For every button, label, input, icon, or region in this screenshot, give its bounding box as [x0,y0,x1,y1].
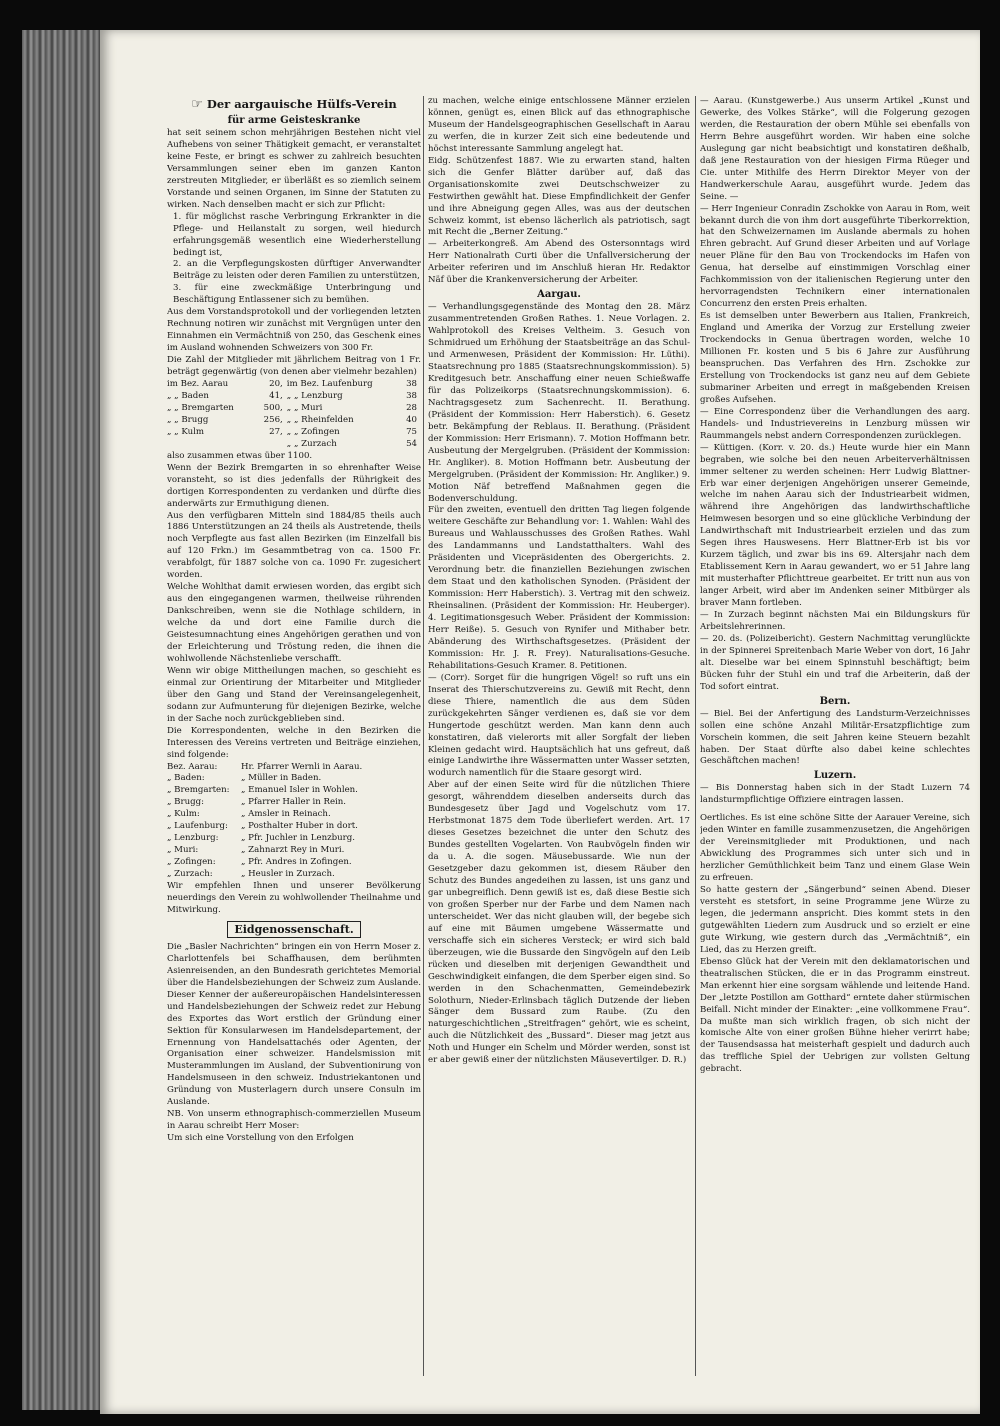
district: „ Kulm: [167,809,200,820]
paragraph: — Herr Ingenieur Conradin Zschokke von Aarau in Rom, weit bekannt durch die von ihm dort ausgeführte Tiberkorrektion, hat den Schweizernamen im Auslande abermals zu hohen Ehren gebracht. Auf Grund dieser Arbeiten und auf Vorlage neuer Pläne für den Bau von Trockendocks im Hafen von Genua, hat derselbe auf einstimmigen Vorschlag einer Fachkommission von der italienischen Regierung unter den hervorragendsten Technikern einer internationalen Concurrenz den ersten Preis erhalten. [700,203,970,310]
correspondent: „ Müller in Baden. [241,773,322,784]
paragraph: Welche Wohlthat damit erwiesen worden, das ergibt sich aus den eingegangenen warmen, theilweise rührenden Dankschreiben, wenn sie die Nothlage schildern, in welche da und dort eine Familie durch die Geistesumnachtung eines Angehörigen gerathen und von der Erleichterung und Tröstung reden, die ihnen die wohlwollende Nächstenliebe verschafft. [167,582,421,664]
article-title [167,97,421,112]
district: „ „ Bremgarten [167,402,234,413]
table-row [167,379,421,391]
count [256,439,287,451]
title-text: Der aargauische Hülfs-Verein [206,97,397,111]
paragraph: Ebenso Glück hat der Verein mit den deklamatorischen und theatralischen Stücken, die er in das Programm einstreut. Man erkennt hier eine sorgsam wählende und leitende Hand. Der „letzte Postillon am Gotthard“ erntete daher stürmischen Beifall. Nicht minder der Einakter: „eine vollkommene Frau“. Da mußte man sich wirklich fragen, ob sich nicht der komische Alte von einer großen Bühne hieher verirrt habe; der Tausendsassa hat meisterhaft gespielt und dadurch auch das treffliche Spiel der Uebrigen zur vollsten Geltung gebracht. [700,956,970,1075]
district: „ „ Lenzburg [286,390,343,401]
paragraph: also zusammen etwas über 1100. [167,450,313,461]
paragraph: — 20. ds. (Polizeibericht). Gestern Nachmittag verunglückte in der Spinnerei Spreitenbach Marie Weber von dort, 16 Jahr alt. Dieselbe war bei einem Spinnstuhl beschäftigt; beim Bücken fuhr der Stuhl ein und traf die Arbeiterin, daß der Tod sofort eintrat. [700,633,970,692]
paragraph: — Verhandlungsgegenstände des Montag den 28. März zusammentretenden Großen Rathes. 1. Neue Vorlagen. 2. Wahlprotokoll des Kreises Veltheim. 3. Gesuch von Schmidrued um Erhöhung der Staatsbeiträge an das Schul- und Armenwesen, Präsident der Kommission: Hr. Lüthi). Staatsrechnung pro 1885 (Staatsrechnungskommission). 5) Kreditgesuch betr. Anschaffung einer neuen Schießwaffe für das Polizeikorps (Staatsrechnungskommission). 6. Nachtragsgesetz zum Sachenrecht. II. Berathung. (Präsident der Kommission: Herr Haberstich). 6. Gesetz betr. Bekämpfung der Reblaus. II. Berathung. (Präsident der Kommission: Herr Erismann). 7. Motion Hoffmann betr. Ausbeutung der Mergelgruben. (Präsident der Kommission: Hr. Angliker). 8. Motion Hoffmann betr. Ausbeutung der Mergelgruben. (Präsident der Kommission: Hr. Angliker.) 9. Motion Näf betreffend Maßnahmen gegen die Bodenverschuldung. [428,302,690,504]
count: 500, [263,402,283,413]
paragraph: Wenn der Bezirk Bremgarten in so ehrenhafter Weise voransteht, so ist dies jedenfalls der Rührigkeit des dortigen Korrespondenten zu verdanken und dürfte dies anderwärts zur Ermuthigung dienen. [167,462,421,509]
district: „ Zofingen: [167,857,216,868]
count: 28 [406,402,417,413]
count: 41, [269,390,283,401]
paragraph: — (Corr). Sorget für die hungrigen Vögel! so ruft uns ein Inserat des Thierschutzvereins zu. Gewiß mit Recht, denn diese Thiere, namentlich die aus dem Süden zurückgekehrten Sänger verdienen es, daß sie vor dem Hungertode geschützt werden. Man kann denn auch konstatiren, daß vielerorts mit aller Sorgfalt der lieben Kleinen gedacht wird. Hauptsächlich hat uns gefreut, daß einige Landwirthe ihre Wässermatten unter Wasser setzten, wodurch namentlich für die Staare gesorgt wird. [428,672,690,779]
paragraph: — In Zurzach beginnt nächsten Mai ein Bildungskurs für Arbeitslehrerinnen. [700,609,970,632]
district: „ Bremgarten: [167,785,230,796]
district: „ „ Zurzach [286,438,337,449]
list-item [167,857,421,869]
count: 20, [269,379,283,390]
district: „ „ Kulm [167,426,205,437]
column-rule [695,96,696,1376]
paragraph: Aus dem Vorstandsprotokoll und der vorliegenden letzten Rechnung notiren wir zunächst mit Vergnügen unter den Einnahmen ein Vermächtniß von 250, das Geschenk eines im Ausland wohnenden Schweizers von 300 Fr. [167,307,421,354]
paragraph: — Biel. Bei der Anfertigung des Landsturm-Verzeichnisses sollen eine schöne Anzahl Militär-Ersatzpflichtige zum Vorschein kommen, die seit Jahren keine Steuern bezahlt haben. Der Staat dürfte also dabei keine schlechtes Geschäftchen machen! [700,708,970,767]
count: 27, [269,426,283,437]
paragraph: Aber auf der einen Seite wird für die nützlichen Thiere gesorgt, währenddem dieselben anderseits durch das Bundesgesetz über Jagd und Vogelschutz vom 17. Herbstmonat 1875 dem Tode überliefert werden. Art. 17 dieses Gesetzes bezeichnet die unter den Schutz des Bundes gestellten Vogelarten. Von Raubvögeln finden wir da u. A. die sogen. Mäusebussarde. Wie nun der Gesetzgeber dazu gekommen ist, diesem Räuber den Schutz des Bundes angedeihen zu lassen, ist uns ganz und gar unbegreiflich. Denn gewiß ist es, daß diese Bestie sich von großen Sperber nur der Farbe und dem Namen nach unterscheidet. Wer das nicht glauben will, der begebe sich auf eine mit Bäumen umgebene Wässermatte und verschaffe sich ein sicheres Versteck; er wird sich bald überzeugen, wie die Bussarde den Singvögeln auf den Leib rücken und dieselben mit derjenigen Gewandtheit und Geschwindigkeit einfangen, die dem Sperber eigen sind. So werden in den Schachenmatten, Gemeindebezirk Solothurn, Nieder-Erlinsbach täglich Dutzende der lieben Sänger dem Bussard zum Raube. (Zu den naturgeschichtlichen „Streitfragen“ gehört, wie es scheint, auch die Nützlichkeit des „Bussard“. Dieser mag jetzt aus Noth und Hunger ein Schelm und Mörder werden, sonst ist er aber gewiß einer der nützlichsten Mäusevertilger. D. R.) [428,780,690,1066]
district [167,439,256,451]
count: 54 [406,438,417,449]
list-item [167,845,421,857]
district: Bez. Aarau: [167,761,218,772]
section-heading: Bern. [819,695,851,707]
paragraph: zu machen, welche einige entschlossene Männer erzielen können, genügt es, einen Blick auf das ethnographische Museum der Handelsgeographischen Gesellschaft in Aarau zu werfen, die in kurzer Zeit sich eine bedeutende und höchst interessante Sammlung angelegt hat. [428,96,690,154]
article-subtitle: für arme Geisteskranke [227,115,361,126]
correspondent: „ Pfr. Juchler in Lenzburg. [241,833,356,844]
district: „ „ Zofingen [286,426,340,437]
correspondent: „ Amsler in Reinach. [241,809,331,820]
district: „ Laufenburg: [167,821,228,832]
table-row [167,427,421,439]
district: „ Zurzach: [167,869,213,880]
list-item [167,809,421,821]
paragraph: Wir empfehlen Ihnen und unserer Bevölkerung neuerdings den Verein zu wohlwollender Theilnahme und Mitwirkung. [167,881,421,915]
correspondent-list [167,762,421,882]
paragraph: — Aarau. (Kunstgewerbe.) Aus unserm Artikel „Kunst und Gewerke, des Volkes Stärke“, will die Folgerung gezogen werden, die Restauration der obern Mühle sei ebenfalls von Herrn Behre ausgeführt worden. Wir haben eine solche Auslegung gar nicht beabsichtigt und konstatiren deßhalb, daß jene Restauration von der hiesigen Firma Rüeger und Cie. unter Mithilfe des Herrn Direktor Meyer von der Handwerkerschule Aarau, ausgeführt wurde. Jedem das Seine. — [700,96,970,202]
paragraph: Die Zahl der Mitglieder mit jährlichem Beitrag von 1 Fr. beträgt gegenwärtig (von denen aber vielmehr bezahlen) [167,355,421,378]
count: 75 [406,426,417,437]
district: „ Muri: [167,845,199,856]
section-heading: Aargau. [537,289,581,301]
paragraph: Um sich eine Vorstellung von den Erfolgen [167,1133,354,1144]
list-item [167,821,421,833]
paragraph: NB. Von unserm ethnographisch-commerziellen Museum in Aarau schreibt Herr Moser: [167,1109,421,1132]
paragraph: Eidg. Schützenfest 1887. Wie zu erwarten stand, halten sich die Genfer Blätter darüber auf, daß das Organisationskomite zwei Deutschschweizer zu Festwirthen gewählt hat. Diese Empfindlichkeit der Genfer und ihre Abneigung gegen Alles, was aus der deutschen Schweiz kommt, ist ebenso lächerlich als patriotisch, sagt mit Recht die „Berner Zeitung.“ [428,155,690,238]
pointing-hand-icon: ☞ [191,97,203,112]
paragraph: Oertliches. Es ist eine schöne Sitte der Aarauer Vereine, sich jeden Winter en famille zusammenzusetzen, die Angehörigen der Vereinsmitglieder mit Produktionen, und nach Abwicklung des Programmes sich unter sich und in herzlicher Gemüthlichkeit beim Tanz und einem Glase Wein zu erfreuen. [700,813,970,884]
correspondent: „ Emanuel Isler in Wohlen. [241,785,358,796]
district: im Bez. Laufenburg [286,379,373,390]
correspondent: „ Pfr. Andres in Zofingen. [241,857,352,868]
column-rule [423,96,424,1376]
paragraph: — Küttigen. (Korr. v. 20. ds.) Heute wurde hier ein Mann begraben, wie solche bei den neuen Arbeiterverhältnissen immer seltener zu werden scheinen: Herr Ludwig Blattner-Erb war einer derjenigen Angehörigen unserer Gemeinde, welche im nahen Aarau sich der Industriearbeit widmen, während ihre Angehörigen das landwirthschaftliche Heimwesen besorgen und so eine glückliche Verbindung der Landwirthschaft mit Industriearbeit erzielen und das zum Segen ihres Hauswesens. Herr Blattner-Erb ist bis vor Kurzem täglich, und zwar bis ins 69. Altersjahr nach dem Etablissement Kern in Aarau gewandert, wo er 51 Jahre lang mit musterhafter Pflichttreue gearbeitet. Er tritt nun aus von langer Arbeit, wird aber im Andenken seiner Mitbürger als braver Mann fortleben. [700,442,970,609]
paragraph: — Arbeiterkongreß. Am Abend des Ostersonntags wird Herr Nationalrath Curti über die Unfallversicherung der Arbeiter referiren und im Anschluß hieran Hr. Redaktor Näf über die Krankenversicherung der Arbeiter. [428,239,690,286]
paragraph: Für den zweiten, eventuell den dritten Tag liegen folgende weitere Geschäfte zur Behandlung vor: 1. Wahlen: Wahl des Bureaus und Wahlausschusses des Großen Rathes. Wahl des Landammanns und Landstatthalters. Wahl des Präsidenten und Vicepräsidenten des Obergerichts. 2. Verordnung betr. die finanziellen Beziehungen zwischen dem Staat und den katholischen Synoden. (Präsident der Kommission: Herr Haberstich). 3. Vertrag mit den schweiz. Rheinsalinen. (Präsident der Kommission: Hr. Heuberger). 4. Legitimationsgesuch Weber. Präsident der Kommission: Herr Reiße). 5. Gesuch von Rynifer und Mithaber betr. Abänderung des Wirthschaftsgesetzes. (Präsident der Kommission: Hr. J. R. Frey). Naturalisations-Gesuche. Rehabilitations-Gesuch Kramer. 8. Petitionen. [428,505,690,671]
table-row [167,391,421,403]
paragraph: — Eine Correspondenz über die Verhandlungen des aarg. Handels- und Industrievereins in Lenzburg müssen wir Raummangels nebst andern Correspondenzen zurücklegen. [700,406,970,441]
district: „ „ Rheinfelden [286,414,354,425]
list-item [167,785,421,797]
list-item [167,833,421,845]
newspaper-page [100,30,980,1414]
table-row [167,415,421,427]
paragraph: hat seit seinem schon mehrjährigen Bestehen nicht viel Aufhebens von seiner Thätigkeit gemacht, er veranstaltet keine Feste, er bringt es schwer zu zahlreich besuchten Versammlungen seiner eben im ganzen Kanton zerstreuten Mitglieder, er überläßt es so ziemlich seinem Vorstande und seinen Organen, im Sinne der Statuten zu wirken. Nach denselben macht er sich zur Pflicht: [167,128,421,210]
table-row [167,403,421,415]
count: 38 [406,379,417,390]
paragraph: So hatte gestern der „Sängerbund“ seinen Abend. Dieser versteht es stetsfort, in seine Programme jene Würze zu legen, die jedermann anspricht. Dies kommt stets in den gutgewählten Liedern zum Ausdruck und so erzielt er eine gute Wirkung, wie gestern durch das „Vermächtniß“, ein Lied, das zu Herzen greift. [700,885,970,955]
paragraph: Aus den verfügbaren Mitteln sind 1884/85 theils auch 1886 Unterstützungen an 24 theils als Austretende, theils noch Verpflegte aus fast allen Bezirken (im Einzelfall bis auf 120 Frkn.) im Gesammtbetrag von ca. 1500 Fr. verabfolgt, für 1887 solche von ca. 1090 Fr. zugesichert worden. [167,510,421,581]
member-table [167,379,421,451]
duty-item: 1. für möglichst rasche Verbringung Erkrankter in die Pflege- und Heilanstalt zu sorgen, weil hiedurch erfahrungsgemäß wesentlich eine Wiederherstellung bedingt ist, [173,211,421,258]
correspondent: Hr. Pfarrer Wernli in Aarau. [241,761,363,772]
list-item [167,762,421,774]
district: „ Brugg: [167,797,205,808]
table-row [167,439,421,451]
district: „ „ Baden [167,390,209,401]
duty-item: 2. an die Verpflegungskosten dürftiger Anverwandter Beiträge zu leisten oder deren Familien zu unterstützen, [173,259,421,282]
section-heading: Luzern. [813,770,857,782]
column-1 [167,96,421,1386]
correspondent: „ Heusler in Zurzach. [241,869,335,880]
section-heading: Eidgenossenschaft. [227,921,361,938]
district: „ „ Muri [286,402,323,413]
paragraph: Die Korrespondenten, welche in den Bezirken die Interessen des Vereins vertreten und Beiträge einziehen, sind folgende: [167,725,421,760]
district: „ Lenzburg: [167,833,219,844]
paragraph: — Bis Donnerstag haben sich in der Stadt Luzern 74 landsturmpflichtige Offiziere eintragen lassen. [700,783,970,806]
district: „ „ Brugg [167,414,209,425]
correspondent: „ Zahnarzt Rey in Muri. [241,845,345,856]
list-item [167,773,421,785]
paragraph: Die „Basler Nachrichten“ bringen ein von Herrn Moser z. Charlottenfels bei Schaffhausen, dem berühmten Asienreisenden, an den Bundesrath gerichtetes Memorial über die Handelsbeziehungen der Schweiz zum Auslande. Dieser Kenner der außereuropäischen Handelsinteressen und Handelsbeziehungen der Schweiz redet zur Hebung des Exportes das Wort erstlich der Gründung einer Sektion für Konsularwesen im Handelsdepartement, der Ernennung von Handelsattachés oder Agenten, der Organisation einer schweizer. Handelsmission mit Musterammlungen im Ausland, der Subventionirung von Handelsmuseen in den schweiz. Industriekantonen und Gründung von Musterlagern durch unsere Consuln im Auslande. [167,941,421,1108]
book-spine [22,30,100,1410]
count: 256, [263,414,283,425]
district: im Bez. Aarau [167,379,229,390]
correspondent: „ Posthalter Huber in dort. [241,821,358,832]
paragraph: Wenn wir obige Mittheilungen machen, so geschieht es einmal zur Orientirung der Mitarbeiter und Mitglieder über den Gang und Stand der Vereinsangelegenheit, sodann zur Aufmunterung für diejenigen Bezirke, welche in der Sache noch zurückgeblieben sind. [167,665,421,724]
column-2 [428,96,690,1386]
list-item [167,797,421,809]
column-3 [700,96,970,1386]
correspondent: „ Pfarrer Haller in Rein. [241,797,347,808]
list-item [167,869,421,881]
count: 38 [406,390,417,401]
paragraph: Es ist demselben unter Bewerbern aus Italien, Frankreich, England und Amerika der Vorzug zur Erstellung zweier Trockendocks in Genua übertragen worden, welche 10 Millionen Fr. kosten und 5 bis 6 Jahre zur Ausführung beanspruchen. Das Verfahren des Hrn. Zschokke zur Erstellung von Trockendocks ist ganz neu auf dem Gebiete submariner Arbeiten und erregt in maßgebenden Kreisen großes Aufsehen. [700,311,970,405]
duty-item: 3. für eine zweckmäßige Unterbringung und Beschäftigung Entlassener sich zu bemühen. [173,283,421,306]
district: „ Baden: [167,773,205,784]
count: 40 [406,414,417,425]
